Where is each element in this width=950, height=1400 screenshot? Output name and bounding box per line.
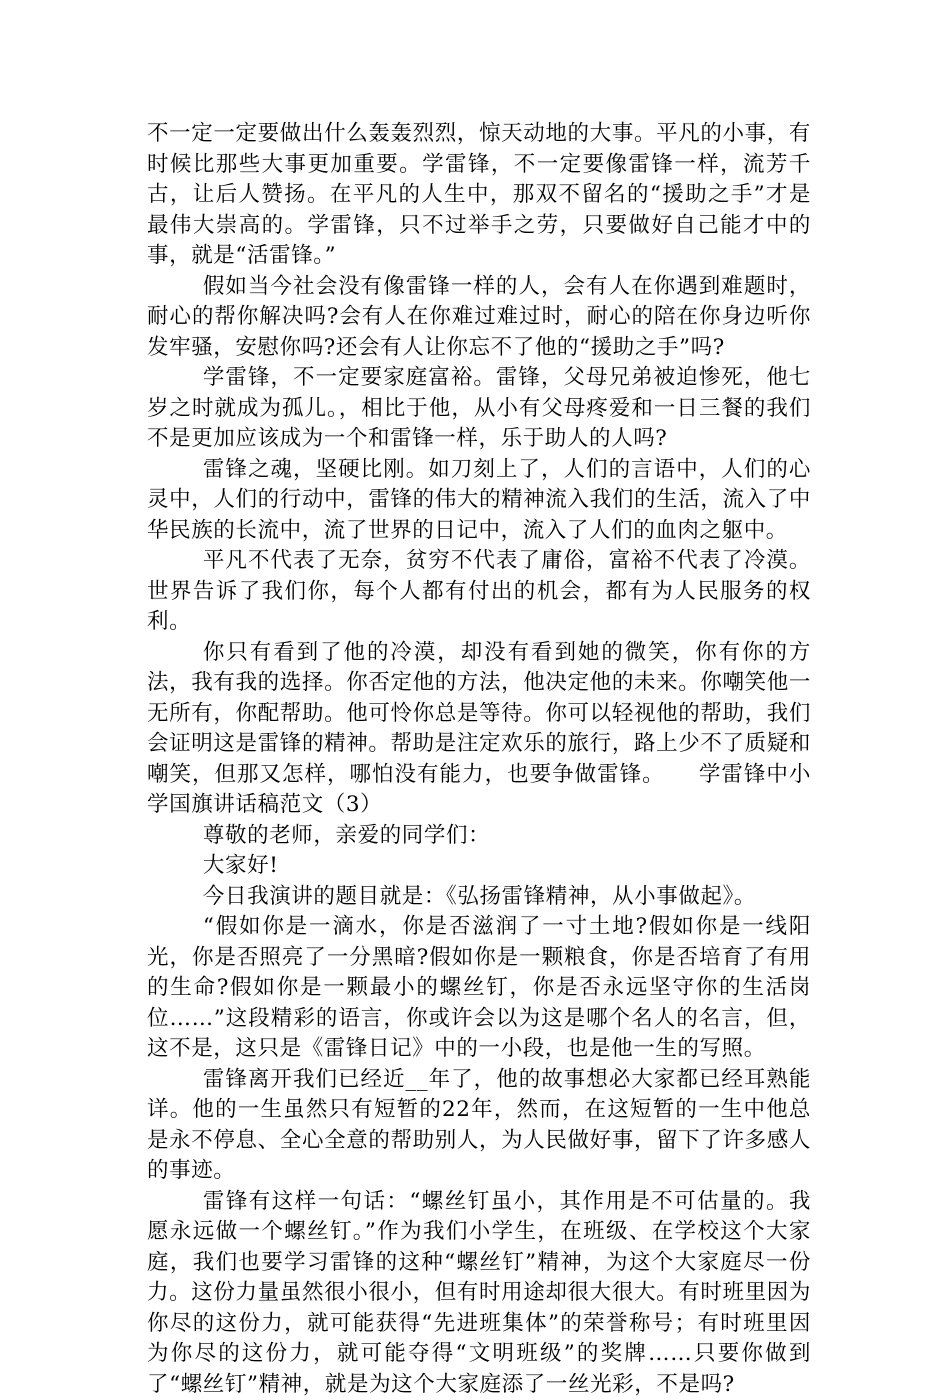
paragraph-1: 不一定一定要做出什么轰轰烈烈，惊天动地的大事。平凡的小事，有时候比那些大事更加重要。学雷锋，不一定要像雷锋一样，流芳千古，让后人赞扬。在平凡的人生中，那双不留名的“援助之手”才是最伟大崇高的。学雷锋，只不过举手之劳，只要做好自己能才中的事，就是“活雷锋。” (147, 119, 811, 272)
paragraph-3: 学雷锋，不一定要家庭富裕。雷锋，父母兄弟被迫惨死，他七岁之时就成为孤儿。，相比于他，从小有父母疼爱和一日三餐的我们不是更加应该成为一个和雷锋一样，乐于助人的人吗? (147, 363, 811, 455)
paragraph-2: 假如当今社会没有像雷锋一样的人，会有人在你遇到难题时，耐心的帮你解决吗?会有人在你难过难过时，耐心的陪在你身边听你发牢骚，安慰你吗?还会有人让你忘不了他的“援助之手”吗? (147, 272, 811, 364)
speech-topic: 今日我演讲的题目就是：《弘扬雷锋精神，从小事做起》。 (147, 882, 811, 913)
document-body (147, 119, 811, 1400)
paragraph-12: 雷锋有这样一句话：“螺丝钉虽小，其作用是不可估量的。我愿永远做一个螺丝钉。”作为我们小学生，在班级、在学校这个大家庭，我们也要学习雷锋的这种“螺丝钉”精神，为这个大家庭尽一份力。这份力量虽然很小很小，但有时用途却很大很大。有时班里因为你尽的这份力，就可能获得“先进班集体”的荣誉称号；有时班里因为你尽的这份力，就可能夺得“文明班级”的奖牌……只要你做到了“螺丝钉”精神，就是为这个大家庭添了一丝光彩，不是吗? (147, 1187, 811, 1400)
paragraph-6: 你只有看到了他的冷漠，却没有看到她的微笑，你有你的方法，我有我的选择。你否定他的方法，他决定他的未来。你嘲笑他一无所有，你配帮助。他可怜你总是等待。你可以轻视他的帮助，我们会证明这是雷锋的精神。帮助是注定欢乐的旅行，路上少不了质疑和嘲笑，但那又怎样，哪怕没有能力，也要争做雷锋。 学雷锋中小学国旗讲话稿范文（3） (147, 638, 811, 821)
paragraph-5: 平凡不代表了无奈，贫穷不代表了庸俗，富裕不代表了冷漠。世界告诉了我们你，每个人都有付出的机会，都有为人民服务的权利。 (147, 546, 811, 638)
paragraph-10: “假如你是一滴水，你是否滋润了一寸土地?假如你是一线阳光，你是否照亮了一分黑暗?假如你是一颗粮食，你是否培育了有用的生命?假如你是一颗最小的螺丝钉，你是否永远坚守你的生活岗位……”这段精彩的语言，你或许会以为这是哪个名人的名言，但，这不是，这只是《雷锋日记》中的一小段，也是他一生的写照。 (147, 912, 811, 1065)
paragraph-4: 雷锋之魂，坚硬比刚。如刀刻上了，人们的言语中，人们的心灵中，人们的行动中，雷锋的伟大的精神流入我们的生活，流入了中华民族的长流中，流了世界的日记中，流入了人们的血肉之躯中。 (147, 455, 811, 547)
salutation: 尊敬的老师，亲爱的同学们： (147, 821, 811, 852)
paragraph-11: 雷锋离开我们已经近__年了，他的故事想必大家都已经耳熟能详。他的一生虽然只有短暂的22年，然而，在这短暂的一生中他总是永不停息、全心全意的帮助别人，为人民做好事，留下了许多感人的事迹。 (147, 1065, 811, 1187)
greeting: 大家好! (147, 851, 811, 882)
